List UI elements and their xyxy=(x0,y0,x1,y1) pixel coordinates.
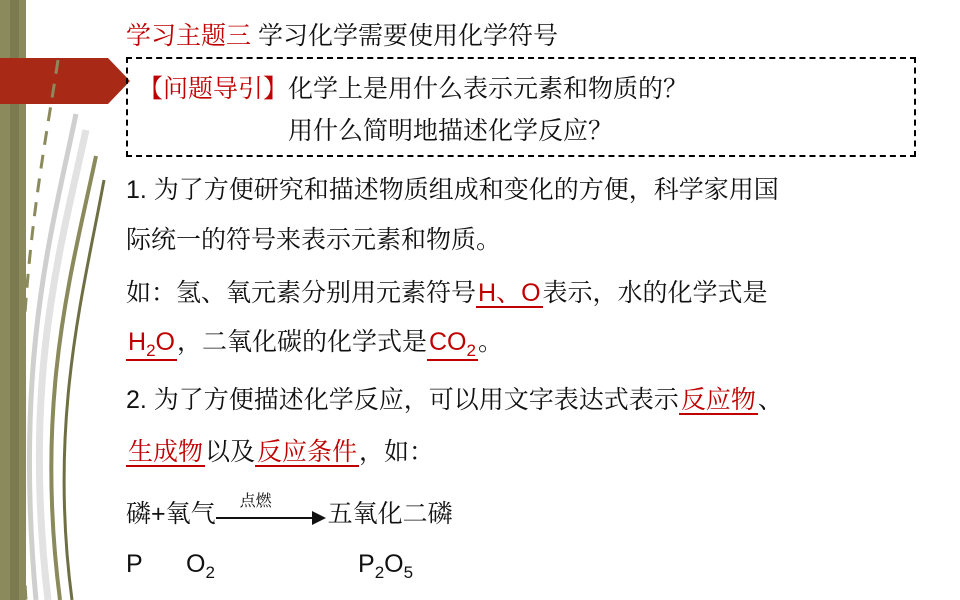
slide-title-emphasis: 学习主题三 xyxy=(126,22,252,50)
item1-line4 xyxy=(126,330,503,361)
reaction-condition-label: 点燃 xyxy=(239,493,272,511)
slide-title xyxy=(126,16,558,52)
item1-line4-mid: ，二氧化碳的化学式是 xyxy=(176,328,427,356)
formula-o2-main: O xyxy=(186,550,206,578)
reaction-arrow xyxy=(216,493,328,530)
question-guide-line-2: 用什么简明地描述化学反应？ xyxy=(288,117,614,145)
red-arrow-banner xyxy=(0,58,108,104)
water-formula-main: H xyxy=(128,328,147,356)
formula-o2-sub: 2 xyxy=(205,563,215,582)
blank-products: 生成物 xyxy=(128,438,204,466)
item2-line1-post: 、 xyxy=(757,386,783,414)
formula-p2o5-p: P xyxy=(358,550,375,578)
item2-line2 xyxy=(126,440,434,467)
blank-co2-formula xyxy=(427,330,478,361)
question-guide-line-1 xyxy=(138,69,688,105)
question-guide-line-1-text: 化学上是用什么表示元素和物质的？ xyxy=(288,75,689,103)
formula-p2o5 xyxy=(358,550,413,583)
formula-p-main: P xyxy=(126,550,143,578)
item1-line3-mid: 表示，水的化学式是 xyxy=(542,279,768,307)
item2-line1 xyxy=(126,388,783,415)
equation-products: 五氧化二磷 xyxy=(327,500,453,528)
reaction-equation xyxy=(126,494,453,530)
formula-oxygen xyxy=(186,550,215,583)
water-formula-sub: 2 xyxy=(146,341,156,360)
question-guide-box xyxy=(126,57,916,157)
item1-line3 xyxy=(126,281,768,308)
equation-reactants: 磷+氧气 xyxy=(126,500,216,528)
formula-p2o5-o-sub: 5 xyxy=(403,563,414,582)
blank-water-formula xyxy=(126,330,177,361)
blank-reactants: 反应物 xyxy=(680,386,756,414)
co2-formula-sub: 2 xyxy=(466,341,476,360)
item1-line1: 1. 为了方便研究和描述物质组成和变化的方便，科学家用国 xyxy=(126,176,779,204)
arrow-head-icon xyxy=(312,511,326,525)
formula-phosphorus xyxy=(126,550,143,579)
item2-line1-pre: 2. 为了方便描述化学反应，可以用文字表达式表示 xyxy=(126,386,679,414)
item1-line3-pre: 如：氢、氧元素分别用元素符号 xyxy=(126,279,477,307)
co2-formula-main: CO xyxy=(429,328,467,356)
item1-line2: 际统一的符号来表示元素和物质。 xyxy=(126,226,502,254)
question-guide-label: 【问题导引】 xyxy=(138,75,289,103)
formula-p2o5-o: O xyxy=(384,550,404,578)
formula-p2o5-p-sub: 2 xyxy=(374,563,385,582)
slide-title-rest: 学习化学需要使用化学符号 xyxy=(251,22,558,50)
item2-line2-mid: 以及 xyxy=(205,438,256,466)
water-formula-tail: O xyxy=(155,328,175,356)
blank-element-symbols: H、O xyxy=(478,279,541,307)
item1-line4-end: 。 xyxy=(477,328,503,356)
item2-line2-post: ，如： xyxy=(359,438,435,466)
blank-conditions: 反应条件 xyxy=(257,438,358,466)
arrow-line xyxy=(216,517,314,519)
